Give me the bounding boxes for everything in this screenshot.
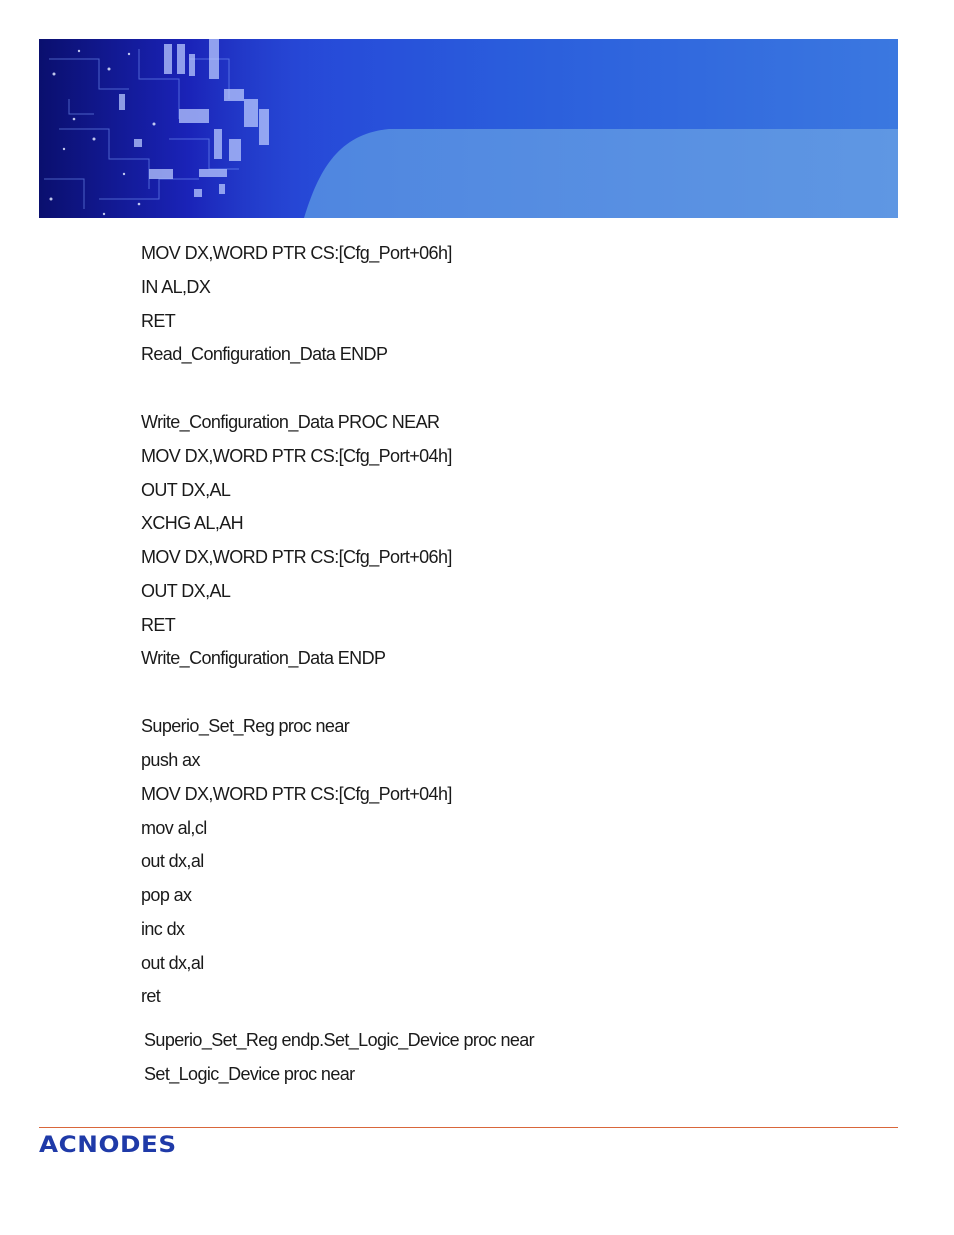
code-line: ret <box>141 986 161 1006</box>
code-line: RET <box>141 615 176 635</box>
code-line: inc dx <box>141 919 185 939</box>
acnodes-logo <box>39 1133 177 1159</box>
code-line: XCHG AL,AH <box>141 513 244 533</box>
code-line: out dx,al <box>141 953 204 973</box>
code-line: Set_Logic_Device proc near <box>144 1064 355 1084</box>
circuit-board-banner <box>39 39 898 218</box>
footer-divider <box>39 1127 898 1128</box>
code-line: MOV DX,WORD PTR CS:[Cfg_Port+04h] <box>141 446 452 466</box>
code-line: RET <box>141 311 176 331</box>
code-line: IN AL,DX <box>141 277 211 297</box>
code-line: Superio_Set_Reg proc near <box>141 716 350 736</box>
code-line: OUT DX,AL <box>141 581 231 601</box>
logo-text: ACNODES <box>39 1133 177 1158</box>
code-line: OUT DX,AL <box>141 480 231 500</box>
code-line: Write_Configuration_Data PROC NEAR <box>141 412 440 432</box>
code-line: Write_Configuration_Data ENDP <box>141 648 386 668</box>
code-line: mov al,cl <box>141 818 207 838</box>
code-line: MOV DX,WORD PTR CS:[Cfg_Port+04h] <box>141 784 452 804</box>
code-line: MOV DX,WORD PTR CS:[Cfg_Port+06h] <box>141 243 452 263</box>
code-line: Superio_Set_Reg endp.Set_Logic_Device proc near <box>144 1030 535 1050</box>
header-banner <box>39 39 898 218</box>
code-line: out dx,al <box>141 851 204 871</box>
code-line: pop ax <box>141 885 192 905</box>
code-line: Read_Configuration_Data ENDP <box>141 344 388 364</box>
code-line: MOV DX,WORD PTR CS:[Cfg_Port+06h] <box>141 547 452 567</box>
code-line: push ax <box>141 750 200 770</box>
